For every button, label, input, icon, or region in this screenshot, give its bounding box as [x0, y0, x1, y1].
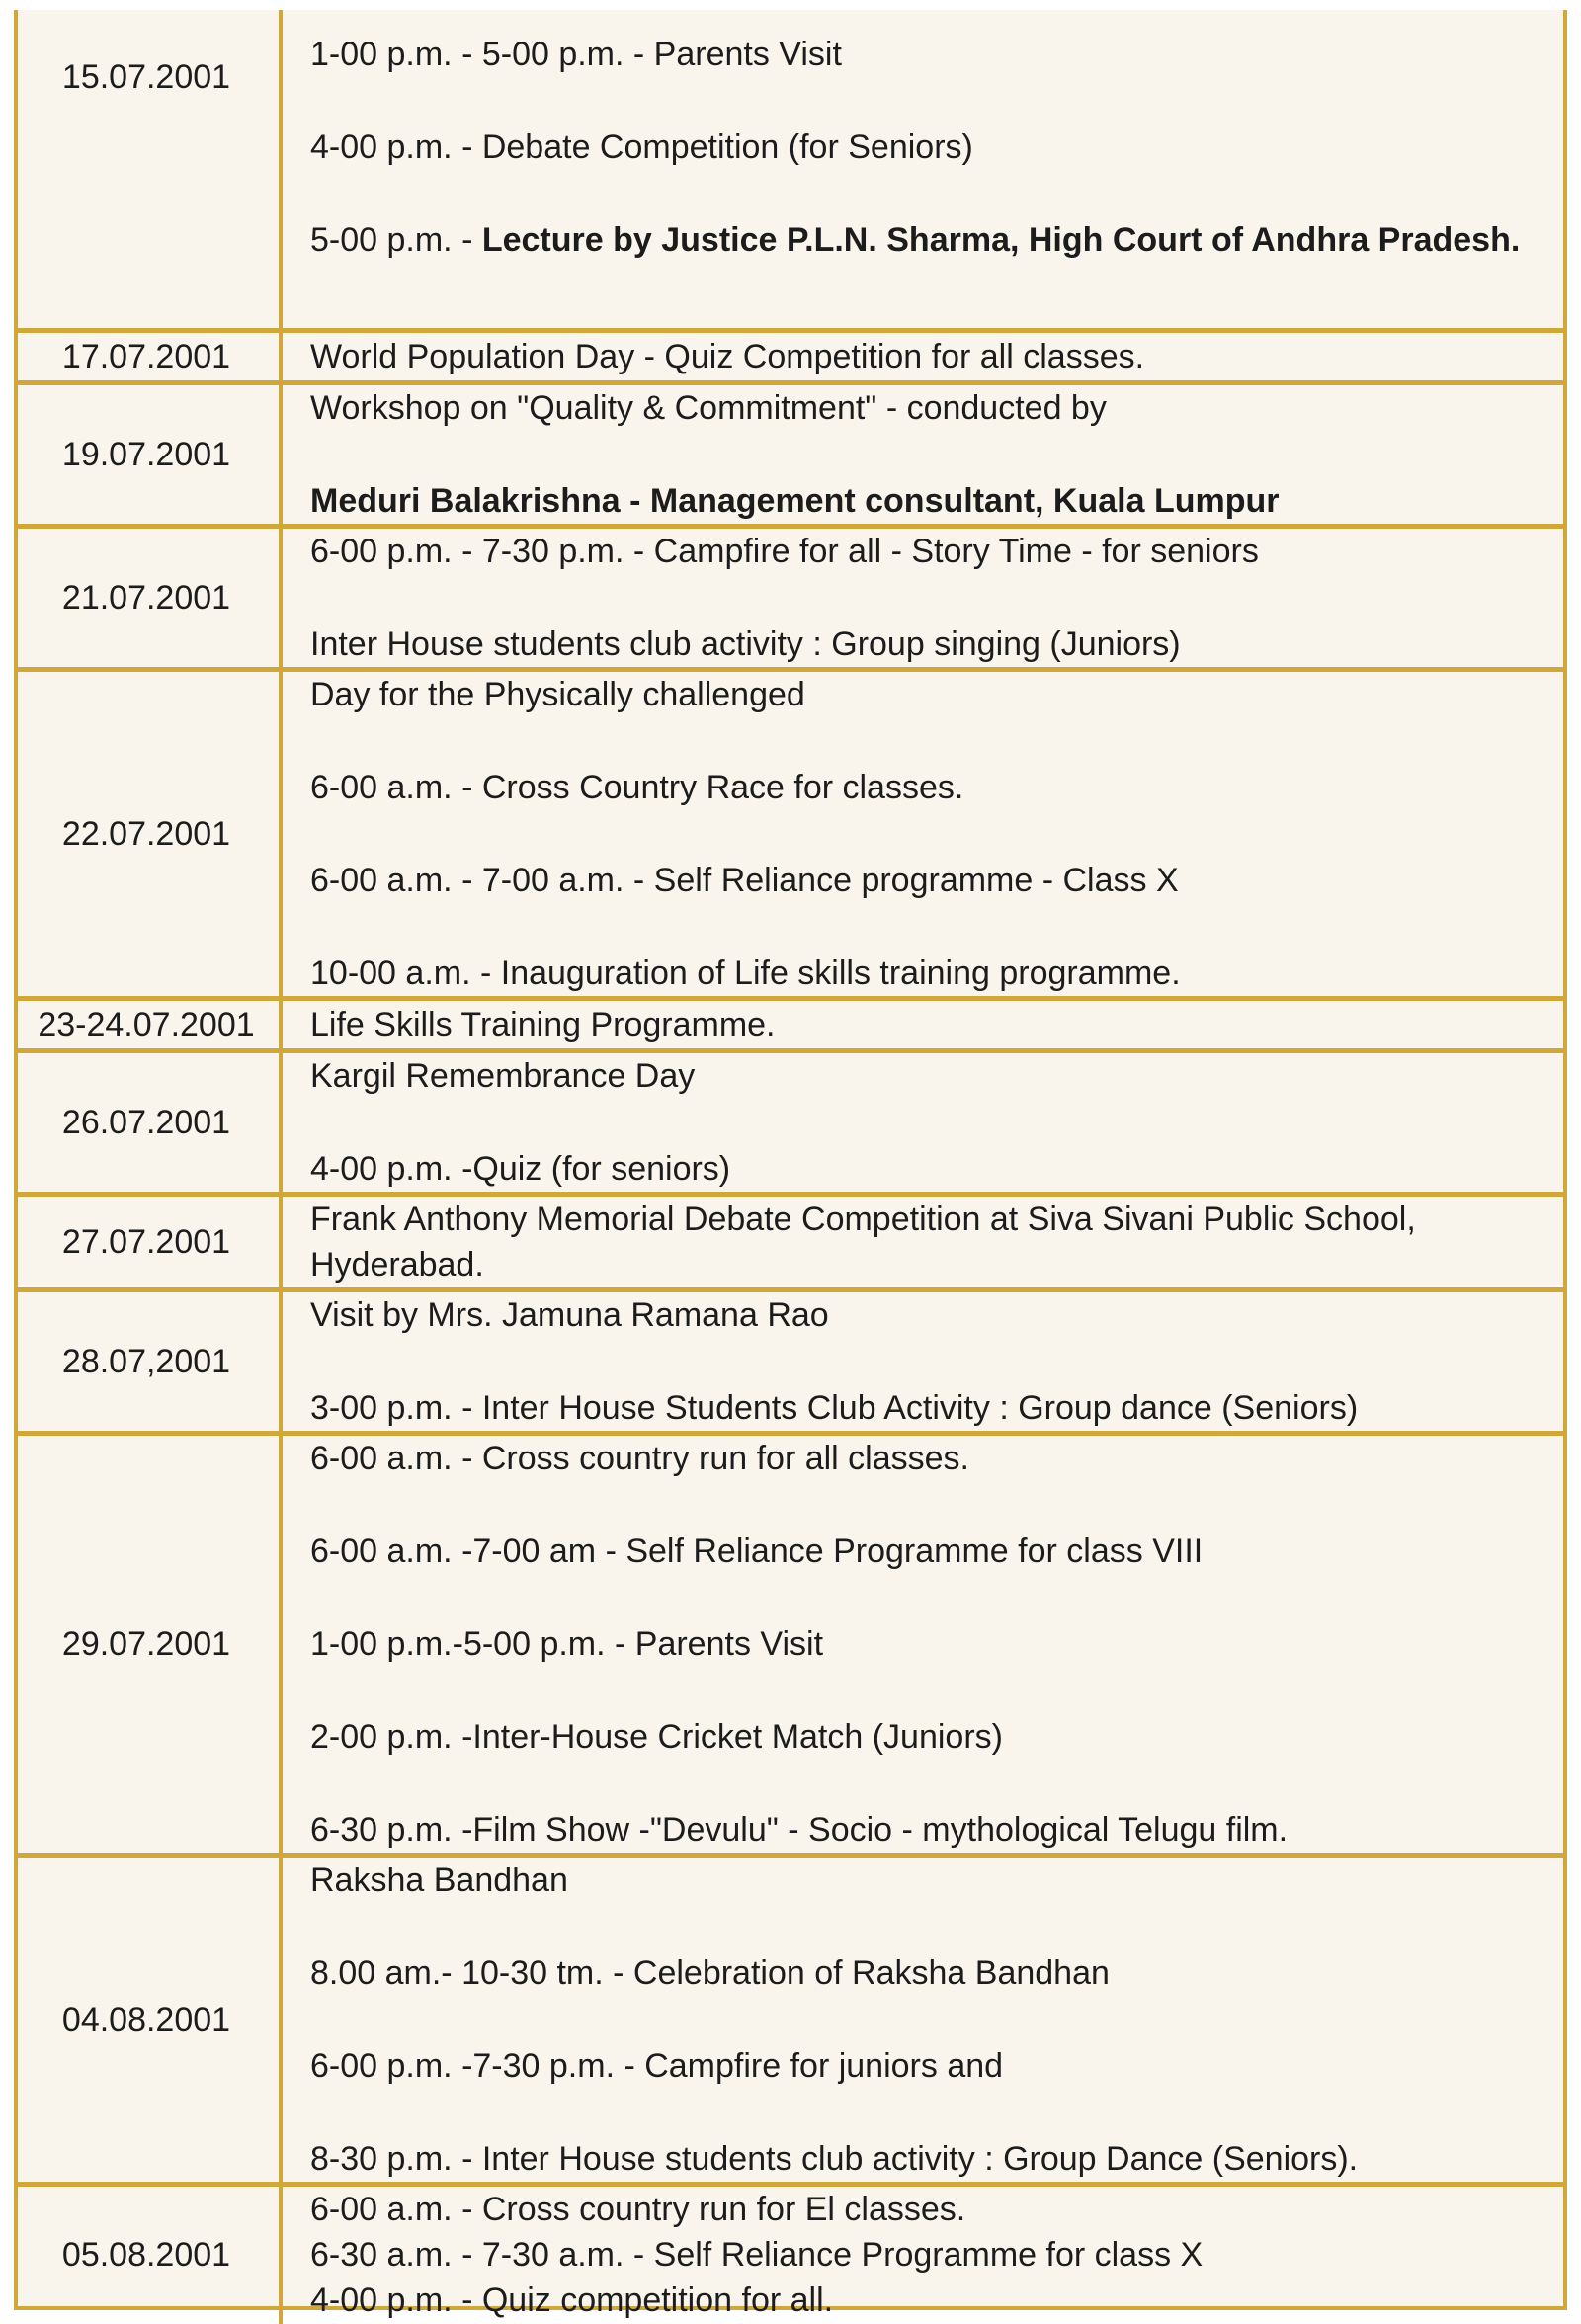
event-line: 6-00 a.m. - 7-00 a.m. - Self Reliance programme - Class X — [310, 861, 1179, 899]
table-row — [14, 330, 1567, 382]
date-text: 26.07.2001 — [61, 1103, 231, 1141]
date-text: 15.07.2001 — [61, 58, 231, 96]
table-row — [14, 382, 1567, 526]
event-line: 6-00 a.m. - Cross country run for El classes. — [310, 2191, 966, 2229]
event-line: 6-30 p.m. -Film Show -"Devulu" - Socio - mythological Telugu film. — [310, 1810, 1289, 1849]
row-date — [14, 1050, 281, 1194]
date-text: 23-24.07.2001 — [38, 1005, 255, 1043]
schedule-table — [14, 10, 1567, 2324]
event-line: Frank Anthony Memorial Debate Competition at Siva Sivani Public School, Hyderabad. — [310, 1200, 1416, 1284]
row-events — [281, 2184, 1567, 2324]
event-line: 4-00 p.m. - Debate Competition (for Seniors) — [310, 128, 973, 166]
row-events — [281, 1433, 1567, 1855]
table-row — [14, 10, 1567, 330]
event-line: 1-00 p.m. - 5-00 p.m. - Parents Visit — [310, 36, 842, 73]
event-line — [310, 217, 1528, 263]
date-text: 28.07,2001 — [61, 1342, 231, 1380]
row-date — [14, 1433, 281, 1855]
table-row — [14, 1050, 1567, 1194]
table-row — [14, 526, 1567, 669]
event-line: World Population Day - Quiz Competition for all classes. — [310, 337, 1145, 375]
event-line: Day for the Physically challenged — [310, 675, 805, 713]
row-date — [14, 382, 281, 526]
row-date — [14, 1289, 281, 1433]
event-line: Life Skills Training Programme. — [310, 1005, 776, 1043]
table-row — [14, 1289, 1567, 1433]
row-events — [281, 526, 1567, 669]
row-events — [281, 330, 1567, 382]
event-line: 6-00 p.m. - 7-30 p.m. - Campfire for all - Story Time - for seniors — [310, 532, 1259, 570]
row-events — [281, 669, 1567, 998]
event-line: 2-00 p.m. -Inter-House Cricket Match (Juniors) — [310, 1717, 1003, 1756]
event-line: Inter House students club activity : Group singing (Juniors) — [310, 624, 1181, 663]
row-date — [14, 998, 281, 1050]
event-line: 4-00 p.m. -Quiz (for seniors) — [310, 1149, 731, 1188]
event-line: 6-00 a.m. - Cross country run for all classes. — [310, 1439, 970, 1477]
row-events — [281, 10, 1567, 330]
row-events — [281, 1194, 1567, 1289]
schedule-body — [14, 10, 1567, 2324]
date-text: 27.07.2001 — [61, 1222, 231, 1261]
row-events — [281, 382, 1567, 526]
event-line: Visit by Mrs. Jamuna Ramana Rao — [310, 1295, 829, 1334]
date-text: 19.07.2001 — [61, 435, 231, 473]
event-line: 3-00 p.m. - Inter House Students Club Activity : Group dance (Seniors) — [310, 1388, 1359, 1427]
event-highlight: Lecture by Justice P.L.N. Sharma, High Court of Andhra Pradesh. — [481, 221, 1521, 259]
event-time: 5-00 p.m. - — [310, 221, 482, 259]
row-date — [14, 526, 281, 669]
event-line: 6-00 p.m. -7-30 p.m. - Campfire for juniors and — [310, 2046, 1004, 2085]
event-line: 6-00 a.m. -7-00 am - Self Reliance Programme for class VIII — [310, 1532, 1204, 1570]
event-line: Raksha Bandhan — [310, 1861, 568, 1899]
event-line: 4-00 p.m. - Quiz competition for all. — [310, 2282, 834, 2320]
row-date — [14, 669, 281, 998]
event-line: Workshop on "Quality & Commitment" - conducted by — [310, 388, 1107, 427]
row-date — [14, 1855, 281, 2184]
table-row — [14, 1855, 1567, 2184]
event-line: 6-30 a.m. - 7-30 a.m. - Self Reliance Programme for class X — [310, 2236, 1204, 2275]
row-date — [14, 330, 281, 382]
date-text: 04.08.2001 — [61, 2000, 231, 2038]
row-events — [281, 1289, 1567, 1433]
date-text: 29.07.2001 — [61, 1624, 231, 1663]
table-row — [14, 1194, 1567, 1289]
row-date — [14, 1194, 281, 1289]
date-text: 21.07.2001 — [61, 578, 231, 617]
table-row — [14, 669, 1567, 998]
date-text: 05.08.2001 — [61, 2236, 231, 2275]
date-text: 17.07.2001 — [61, 337, 231, 375]
event-line: Meduri Balakrishna - Management consultant, Kuala Lumpur — [310, 481, 1280, 520]
row-events — [281, 998, 1567, 1050]
row-events — [281, 1050, 1567, 1194]
event-line: 8.00 am.- 10-30 tm. - Celebration of Raksha Bandhan — [310, 1953, 1110, 1992]
table-row — [14, 998, 1567, 1050]
table-row — [14, 1433, 1567, 1855]
event-line: 6-00 a.m. - Cross Country Race for classes. — [310, 768, 964, 806]
row-date — [14, 10, 281, 330]
row-date — [14, 2184, 281, 2324]
date-text: 22.07.2001 — [61, 814, 231, 853]
table-row — [14, 2184, 1567, 2324]
event-line: Kargil Remembrance Day — [310, 1056, 696, 1095]
event-line: 1-00 p.m.-5-00 p.m. - Parents Visit — [310, 1624, 824, 1663]
event-line: 10-00 a.m. - Inauguration of Life skills training programme. — [310, 954, 1181, 992]
row-events — [281, 1855, 1567, 2184]
event-line: 8-30 p.m. - Inter House students club activity : Group Dance (Seniors). — [310, 2139, 1359, 2178]
